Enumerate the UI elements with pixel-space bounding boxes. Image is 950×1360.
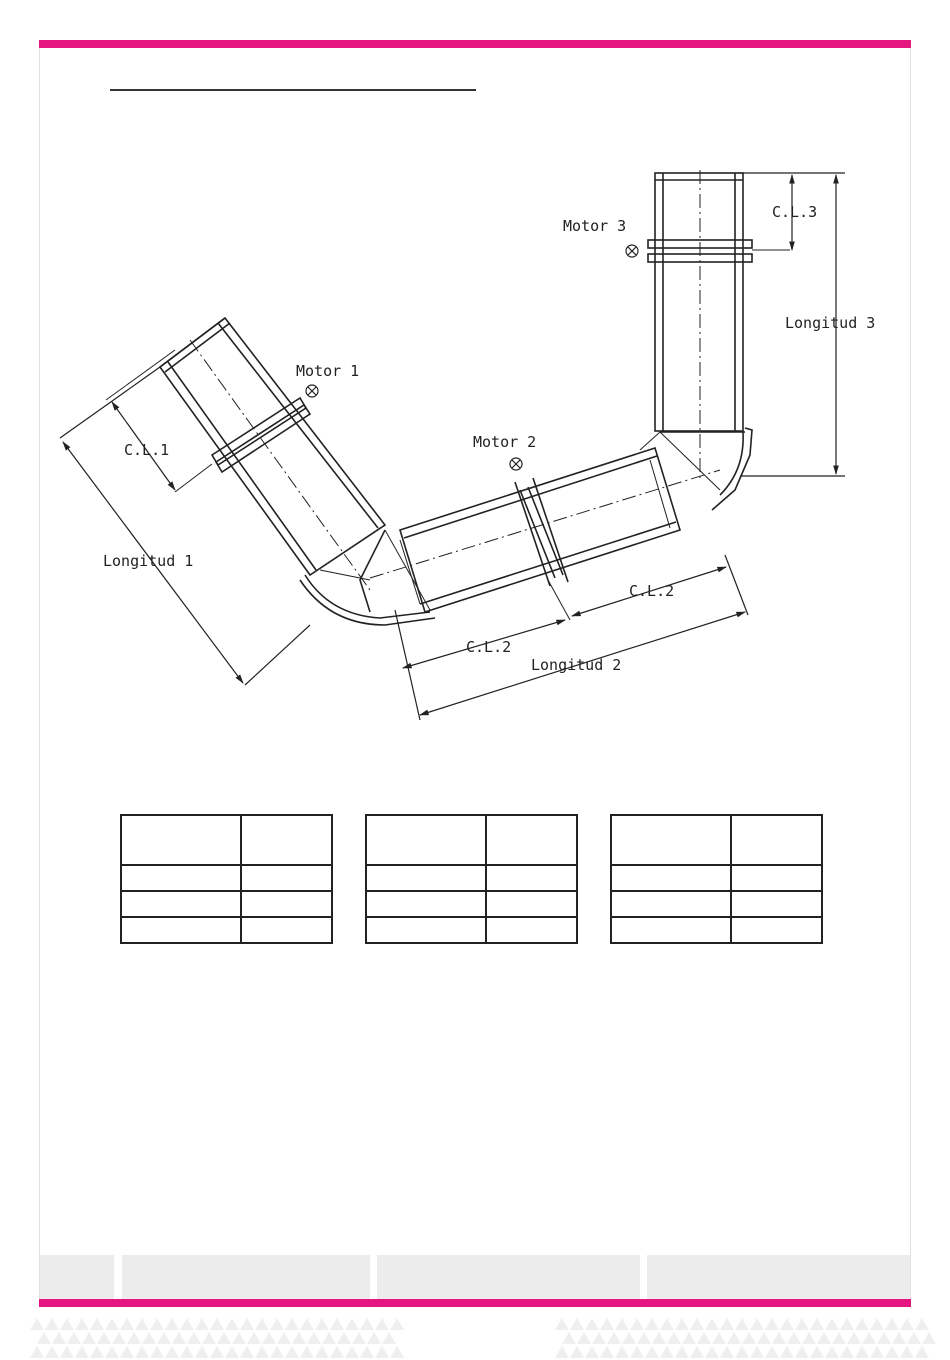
pattern-triangle	[607, 1332, 621, 1344]
pattern-triangle	[697, 1332, 711, 1344]
pattern-triangle	[30, 1346, 44, 1358]
pattern-triangle	[52, 1332, 66, 1344]
pattern-triangle	[307, 1332, 321, 1344]
pattern-triangle	[255, 1346, 269, 1358]
pattern-triangle	[600, 1318, 614, 1330]
pattern-triangle	[922, 1332, 936, 1344]
longitud-3-label: Longitud 3	[785, 314, 876, 332]
pattern-triangle	[660, 1346, 674, 1358]
pattern-triangle	[585, 1346, 599, 1358]
pattern-triangle	[810, 1346, 824, 1358]
pattern-triangle	[802, 1332, 816, 1344]
pattern-triangle	[195, 1346, 209, 1358]
pattern-triangle	[112, 1332, 126, 1344]
pattern-triangle	[202, 1332, 216, 1344]
pattern-triangle	[877, 1332, 891, 1344]
pattern-triangle	[630, 1346, 644, 1358]
pattern-triangle	[765, 1318, 779, 1330]
pattern-triangle	[60, 1318, 74, 1330]
pattern-triangle	[667, 1332, 681, 1344]
pattern-triangle	[810, 1318, 824, 1330]
pattern-triangle	[157, 1332, 171, 1344]
pattern-triangle	[67, 1332, 81, 1344]
footer-cell-1	[40, 1255, 114, 1299]
cl2-lower-label: C.L.2	[466, 638, 512, 656]
pattern-triangle	[330, 1346, 344, 1358]
pattern-triangle	[832, 1332, 846, 1344]
pattern-triangle	[705, 1346, 719, 1358]
motor-3-label: Motor 3	[563, 217, 627, 235]
pattern-triangle	[817, 1332, 831, 1344]
pattern-triangle	[352, 1332, 366, 1344]
decorative-triangle-pattern	[0, 1312, 950, 1360]
footer-bar	[40, 1255, 910, 1299]
longitud-1-label: Longitud 1	[103, 552, 194, 570]
footer-cell-2	[122, 1255, 370, 1299]
pattern-triangle	[637, 1332, 651, 1344]
pattern-triangle	[367, 1332, 381, 1344]
longitud-2-label: Longitud 2	[531, 656, 622, 674]
pattern-triangle	[232, 1332, 246, 1344]
pattern-triangle	[285, 1346, 299, 1358]
pattern-triangle	[37, 1332, 51, 1344]
pattern-triangle	[825, 1318, 839, 1330]
pattern-triangle	[720, 1318, 734, 1330]
pattern-triangle	[660, 1318, 674, 1330]
pattern-triangle	[682, 1332, 696, 1344]
motor-symbols	[306, 245, 638, 470]
pattern-triangle	[165, 1318, 179, 1330]
pattern-triangle	[382, 1332, 396, 1344]
cl3-label: C.L.3	[772, 203, 818, 221]
motor-1-label: Motor 1	[296, 362, 360, 380]
pattern-triangle	[75, 1346, 89, 1358]
pattern-triangle	[705, 1318, 719, 1330]
pattern-triangle	[210, 1318, 224, 1330]
pattern-triangle	[300, 1346, 314, 1358]
pattern-triangle	[562, 1332, 576, 1344]
pattern-triangle	[690, 1318, 704, 1330]
pattern-triangle	[195, 1318, 209, 1330]
pattern-triangle	[82, 1332, 96, 1344]
dim-section-1	[60, 350, 310, 685]
pattern-triangle	[240, 1346, 254, 1358]
pattern-triangle	[900, 1346, 914, 1358]
pattern-triangle	[840, 1318, 854, 1330]
pattern-triangle	[180, 1346, 194, 1358]
pattern-triangle	[750, 1346, 764, 1358]
pattern-triangle	[187, 1332, 201, 1344]
pattern-triangle	[652, 1332, 666, 1344]
elbow-3-2	[640, 428, 752, 510]
pattern-triangle	[780, 1346, 794, 1358]
pattern-triangle	[390, 1346, 404, 1358]
pattern-triangle	[142, 1332, 156, 1344]
pattern-triangle	[45, 1346, 59, 1358]
pattern-triangle	[630, 1318, 644, 1330]
pattern-triangle	[180, 1318, 194, 1330]
pattern-triangle	[90, 1346, 104, 1358]
pattern-triangle	[127, 1332, 141, 1344]
pattern-triangle	[795, 1346, 809, 1358]
pattern-triangle	[255, 1318, 269, 1330]
data-table-2	[365, 814, 578, 944]
pattern-triangle	[885, 1346, 899, 1358]
pattern-triangle	[787, 1332, 801, 1344]
pattern-triangle	[645, 1318, 659, 1330]
pattern-triangle	[315, 1318, 329, 1330]
pattern-triangle	[735, 1318, 749, 1330]
pattern-triangle	[105, 1318, 119, 1330]
pattern-triangle	[45, 1318, 59, 1330]
pattern-triangle	[915, 1346, 929, 1358]
pattern-triangle	[735, 1346, 749, 1358]
pattern-triangle	[772, 1332, 786, 1344]
pattern-triangle	[675, 1346, 689, 1358]
pattern-triangle	[225, 1318, 239, 1330]
pattern-triangle	[727, 1332, 741, 1344]
pattern-triangle	[600, 1346, 614, 1358]
pattern-triangle	[592, 1332, 606, 1344]
cl1-label: C.L.1	[124, 441, 170, 459]
pattern-triangle	[300, 1318, 314, 1330]
pattern-triangle	[60, 1346, 74, 1358]
pattern-triangle	[750, 1318, 764, 1330]
pattern-triangle	[210, 1346, 224, 1358]
pattern-triangle	[247, 1332, 261, 1344]
pattern-triangle	[885, 1318, 899, 1330]
pattern-triangle	[322, 1332, 336, 1344]
bottom-accent-bar	[39, 1299, 911, 1307]
pattern-triangle	[765, 1346, 779, 1358]
pattern-triangle	[840, 1346, 854, 1358]
pattern-triangle	[825, 1346, 839, 1358]
pattern-triangle	[150, 1318, 164, 1330]
pattern-triangle	[120, 1346, 134, 1358]
pattern-triangle	[330, 1318, 344, 1330]
cl2-upper-label: C.L.2	[629, 582, 675, 600]
pattern-triangle	[675, 1318, 689, 1330]
data-table-1	[120, 814, 333, 944]
pattern-triangle	[390, 1318, 404, 1330]
pattern-triangle	[225, 1346, 239, 1358]
pattern-triangle	[870, 1346, 884, 1358]
pattern-triangle	[780, 1318, 794, 1330]
pattern-triangle	[577, 1332, 591, 1344]
dim-section-2	[395, 555, 748, 720]
motor-2-label: Motor 2	[473, 433, 537, 451]
pattern-triangle	[375, 1346, 389, 1358]
footer-cell-3	[377, 1255, 640, 1299]
pattern-triangle	[375, 1318, 389, 1330]
pattern-triangle	[240, 1318, 254, 1330]
pattern-triangle	[862, 1332, 876, 1344]
data-table-3	[610, 814, 823, 944]
pattern-triangle	[645, 1346, 659, 1358]
pattern-triangle	[90, 1318, 104, 1330]
pattern-triangle	[795, 1318, 809, 1330]
pattern-triangle	[847, 1332, 861, 1344]
pattern-triangle	[172, 1332, 186, 1344]
pattern-triangle	[690, 1346, 704, 1358]
pattern-triangle	[757, 1332, 771, 1344]
pattern-triangle	[105, 1346, 119, 1358]
footer-cell-4	[647, 1255, 910, 1299]
section-3	[648, 170, 790, 480]
pattern-triangle	[555, 1346, 569, 1358]
pattern-triangle	[900, 1318, 914, 1330]
pattern-triangle	[120, 1318, 134, 1330]
pattern-triangle	[292, 1332, 306, 1344]
pattern-triangle	[907, 1332, 921, 1344]
pattern-triangle	[150, 1346, 164, 1358]
pattern-triangle	[622, 1332, 636, 1344]
pattern-triangle	[315, 1346, 329, 1358]
pattern-triangle	[345, 1318, 359, 1330]
pattern-triangle	[135, 1318, 149, 1330]
pattern-triangle	[165, 1346, 179, 1358]
pattern-triangle	[855, 1318, 869, 1330]
section-1	[160, 318, 385, 590]
pattern-triangle	[360, 1318, 374, 1330]
pattern-triangle	[262, 1332, 276, 1344]
pattern-triangle	[360, 1346, 374, 1358]
pattern-triangle	[855, 1346, 869, 1358]
pattern-triangle	[585, 1318, 599, 1330]
pattern-triangle	[570, 1346, 584, 1358]
pattern-triangle	[712, 1332, 726, 1344]
pattern-triangle	[720, 1346, 734, 1358]
pattern-triangle	[217, 1332, 231, 1344]
pattern-triangle	[555, 1318, 569, 1330]
pattern-triangle	[97, 1332, 111, 1344]
pattern-triangle	[742, 1332, 756, 1344]
pattern-triangle	[270, 1318, 284, 1330]
pattern-triangle	[285, 1318, 299, 1330]
pattern-triangle	[75, 1318, 89, 1330]
pattern-triangle	[570, 1318, 584, 1330]
pattern-triangle	[915, 1318, 929, 1330]
pattern-triangle	[337, 1332, 351, 1344]
pattern-triangle	[615, 1346, 629, 1358]
pattern-triangle	[345, 1346, 359, 1358]
pattern-triangle	[892, 1332, 906, 1344]
pattern-triangle	[30, 1318, 44, 1330]
pattern-triangle	[277, 1332, 291, 1344]
pattern-triangle	[870, 1318, 884, 1330]
pattern-triangle	[615, 1318, 629, 1330]
pattern-triangle	[135, 1346, 149, 1358]
pattern-triangle	[270, 1346, 284, 1358]
